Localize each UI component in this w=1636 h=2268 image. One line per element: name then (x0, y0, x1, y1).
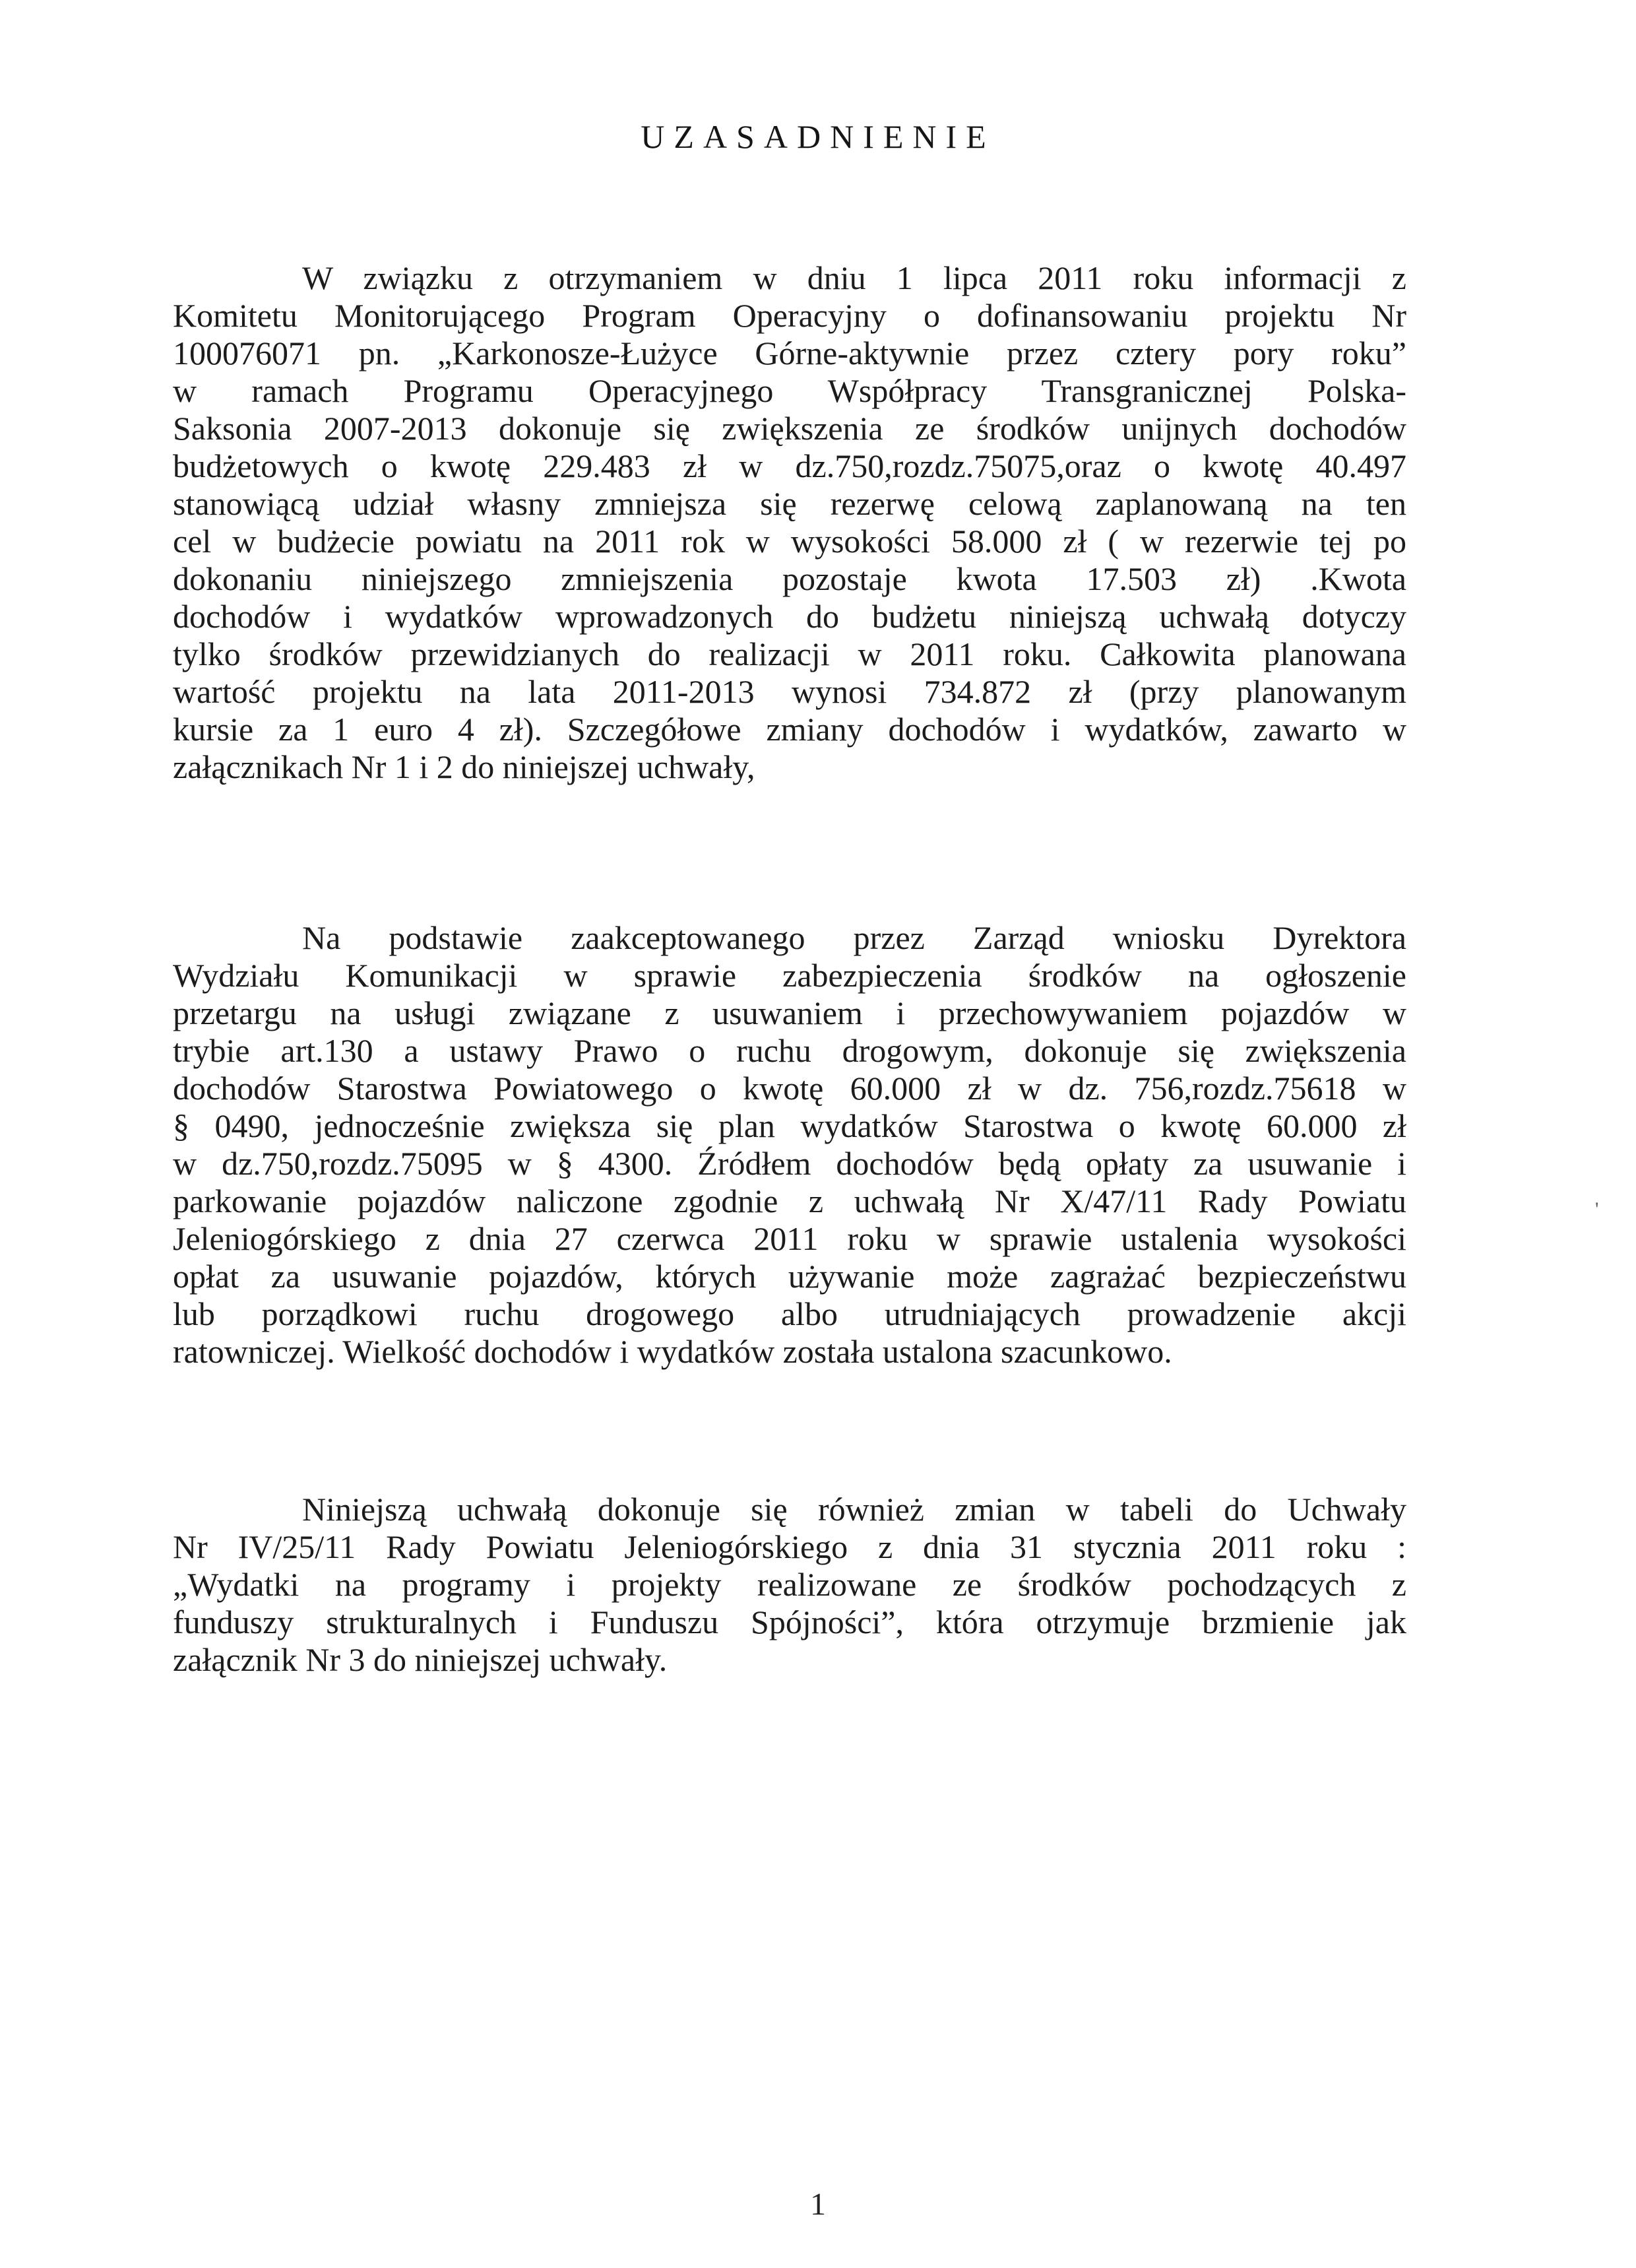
page-number: 1 (810, 2187, 826, 2222)
text-line: Wydziału Komunikacji w sprawie zabezpieczenia środków na ogłoszenie (173, 957, 1406, 994)
text-line: w ramach Programu Operacyjnego Współpracy Transgranicznej Polska- (173, 372, 1406, 409)
text-line: W związku z otrzymaniem w dniu 1 lipca 2011 roku informacji z (302, 259, 1406, 296)
text-line: dochodów i wydatków wprowadzonych do budżetu niniejszą uchwałą dotyczy (173, 598, 1406, 635)
document-title: UZASADNIENIE (641, 118, 995, 155)
text-line: lub porządkowi ruchu drogowego albo utrudniających prowadzenie akcji (173, 1295, 1406, 1332)
text-line: opłat za usuwanie pojazdów, których używanie może zagrażać bezpieczeństwu (173, 1258, 1406, 1295)
paragraph-table-change (173, 1491, 1406, 1679)
text-line: funduszy strukturalnych i Funduszu Spójności”, która otrzymuje brzmienie jak (173, 1604, 1406, 1640)
text-line: dochodów Starostwa Powiatowego o kwotę 60.000 zł w dz. 756,rozdz.75618 w (173, 1070, 1406, 1107)
paragraph-communication-department (173, 919, 1406, 1371)
text-line: Niniejszą uchwałą dokonuje się również zmian w tabeli do Uchwały (302, 1491, 1406, 1528)
text-line: załącznikach Nr 1 i 2 do niniejszej uchwały, (173, 748, 755, 785)
text-line: parkowanie pojazdów naliczone zgodnie z uchwałą Nr X/47/11 Rady Powiatu (173, 1183, 1406, 1219)
text-line: Na podstawie zaakceptowanego przez Zarząd wniosku Dyrektora (302, 919, 1406, 956)
text-line: Nr IV/25/11 Rady Powiatu Jeleniogórskiego z dnia 31 stycznia 2011 roku : (173, 1528, 1406, 1565)
text-line: w dz.750,rozdz.75095 w § 4300. Źródłem dochodów będą opłaty za usuwanie i (173, 1145, 1406, 1182)
text-line: kursie za 1 euro 4 zł). Szczegółowe zmiany dochodów i wydatków, zawarto w (173, 711, 1406, 748)
margin-mark: ' (1595, 1198, 1599, 1220)
text-line: ratowniczej. Wielkość dochodów i wydatków została ustalona szacunkowo. (173, 1333, 1172, 1370)
text-line: wartość projektu na lata 2011-2013 wynosi 734.872 zł (przy planowanym (173, 673, 1406, 710)
text-line: stanowiącą udział własny zmniejsza się rezerwę celową zaplanowaną na ten (173, 485, 1406, 522)
text-line: trybie art.130 a ustawy Prawo o ruchu drogowym, dokonuje się zwiększenia (173, 1032, 1406, 1069)
text-line: tylko środków przewidzianych do realizacji w 2011 roku. Całkowita planowana (173, 635, 1406, 672)
text-line: „Wydatki na programy i projekty realizowane ze środków pochodzących z (173, 1566, 1406, 1603)
text-line: 100076071 pn. „Karkonosze-Łużyce Górne-aktywnie przez cztery pory roku” (173, 335, 1406, 372)
text-line: budżetowych o kwotę 229.483 zł w dz.750,rozdz.75075,oraz o kwotę 40.497 (173, 447, 1406, 484)
text-line: przetargu na usługi związane z usuwaniem i przechowywaniem pojazdów w (173, 994, 1406, 1031)
text-line: dokonaniu niniejszego zmniejszenia pozostaje kwota 17.503 zł) .Kwota (173, 560, 1406, 597)
paragraph-funding-project (173, 259, 1406, 786)
text-line: załącznik Nr 3 do niniejszej uchwały. (173, 1641, 668, 1678)
text-line: Komitetu Monitorującego Program Operacyjny o dofinansowaniu projektu Nr (173, 297, 1406, 334)
text-line: cel w budżecie powiatu na 2011 rok w wysokości 58.000 zł ( w rezerwie tej po (173, 523, 1406, 560)
text-line: Jeleniogórskiego z dnia 27 czerwca 2011 roku w sprawie ustalenia wysokości (173, 1220, 1406, 1257)
text-line: Saksonia 2007-2013 dokonuje się zwiększenia ze środków unijnych dochodów (173, 410, 1406, 447)
text-line: § 0490, jednocześnie zwiększa się plan wydatków Starostwa o kwotę 60.000 zł (173, 1107, 1406, 1144)
